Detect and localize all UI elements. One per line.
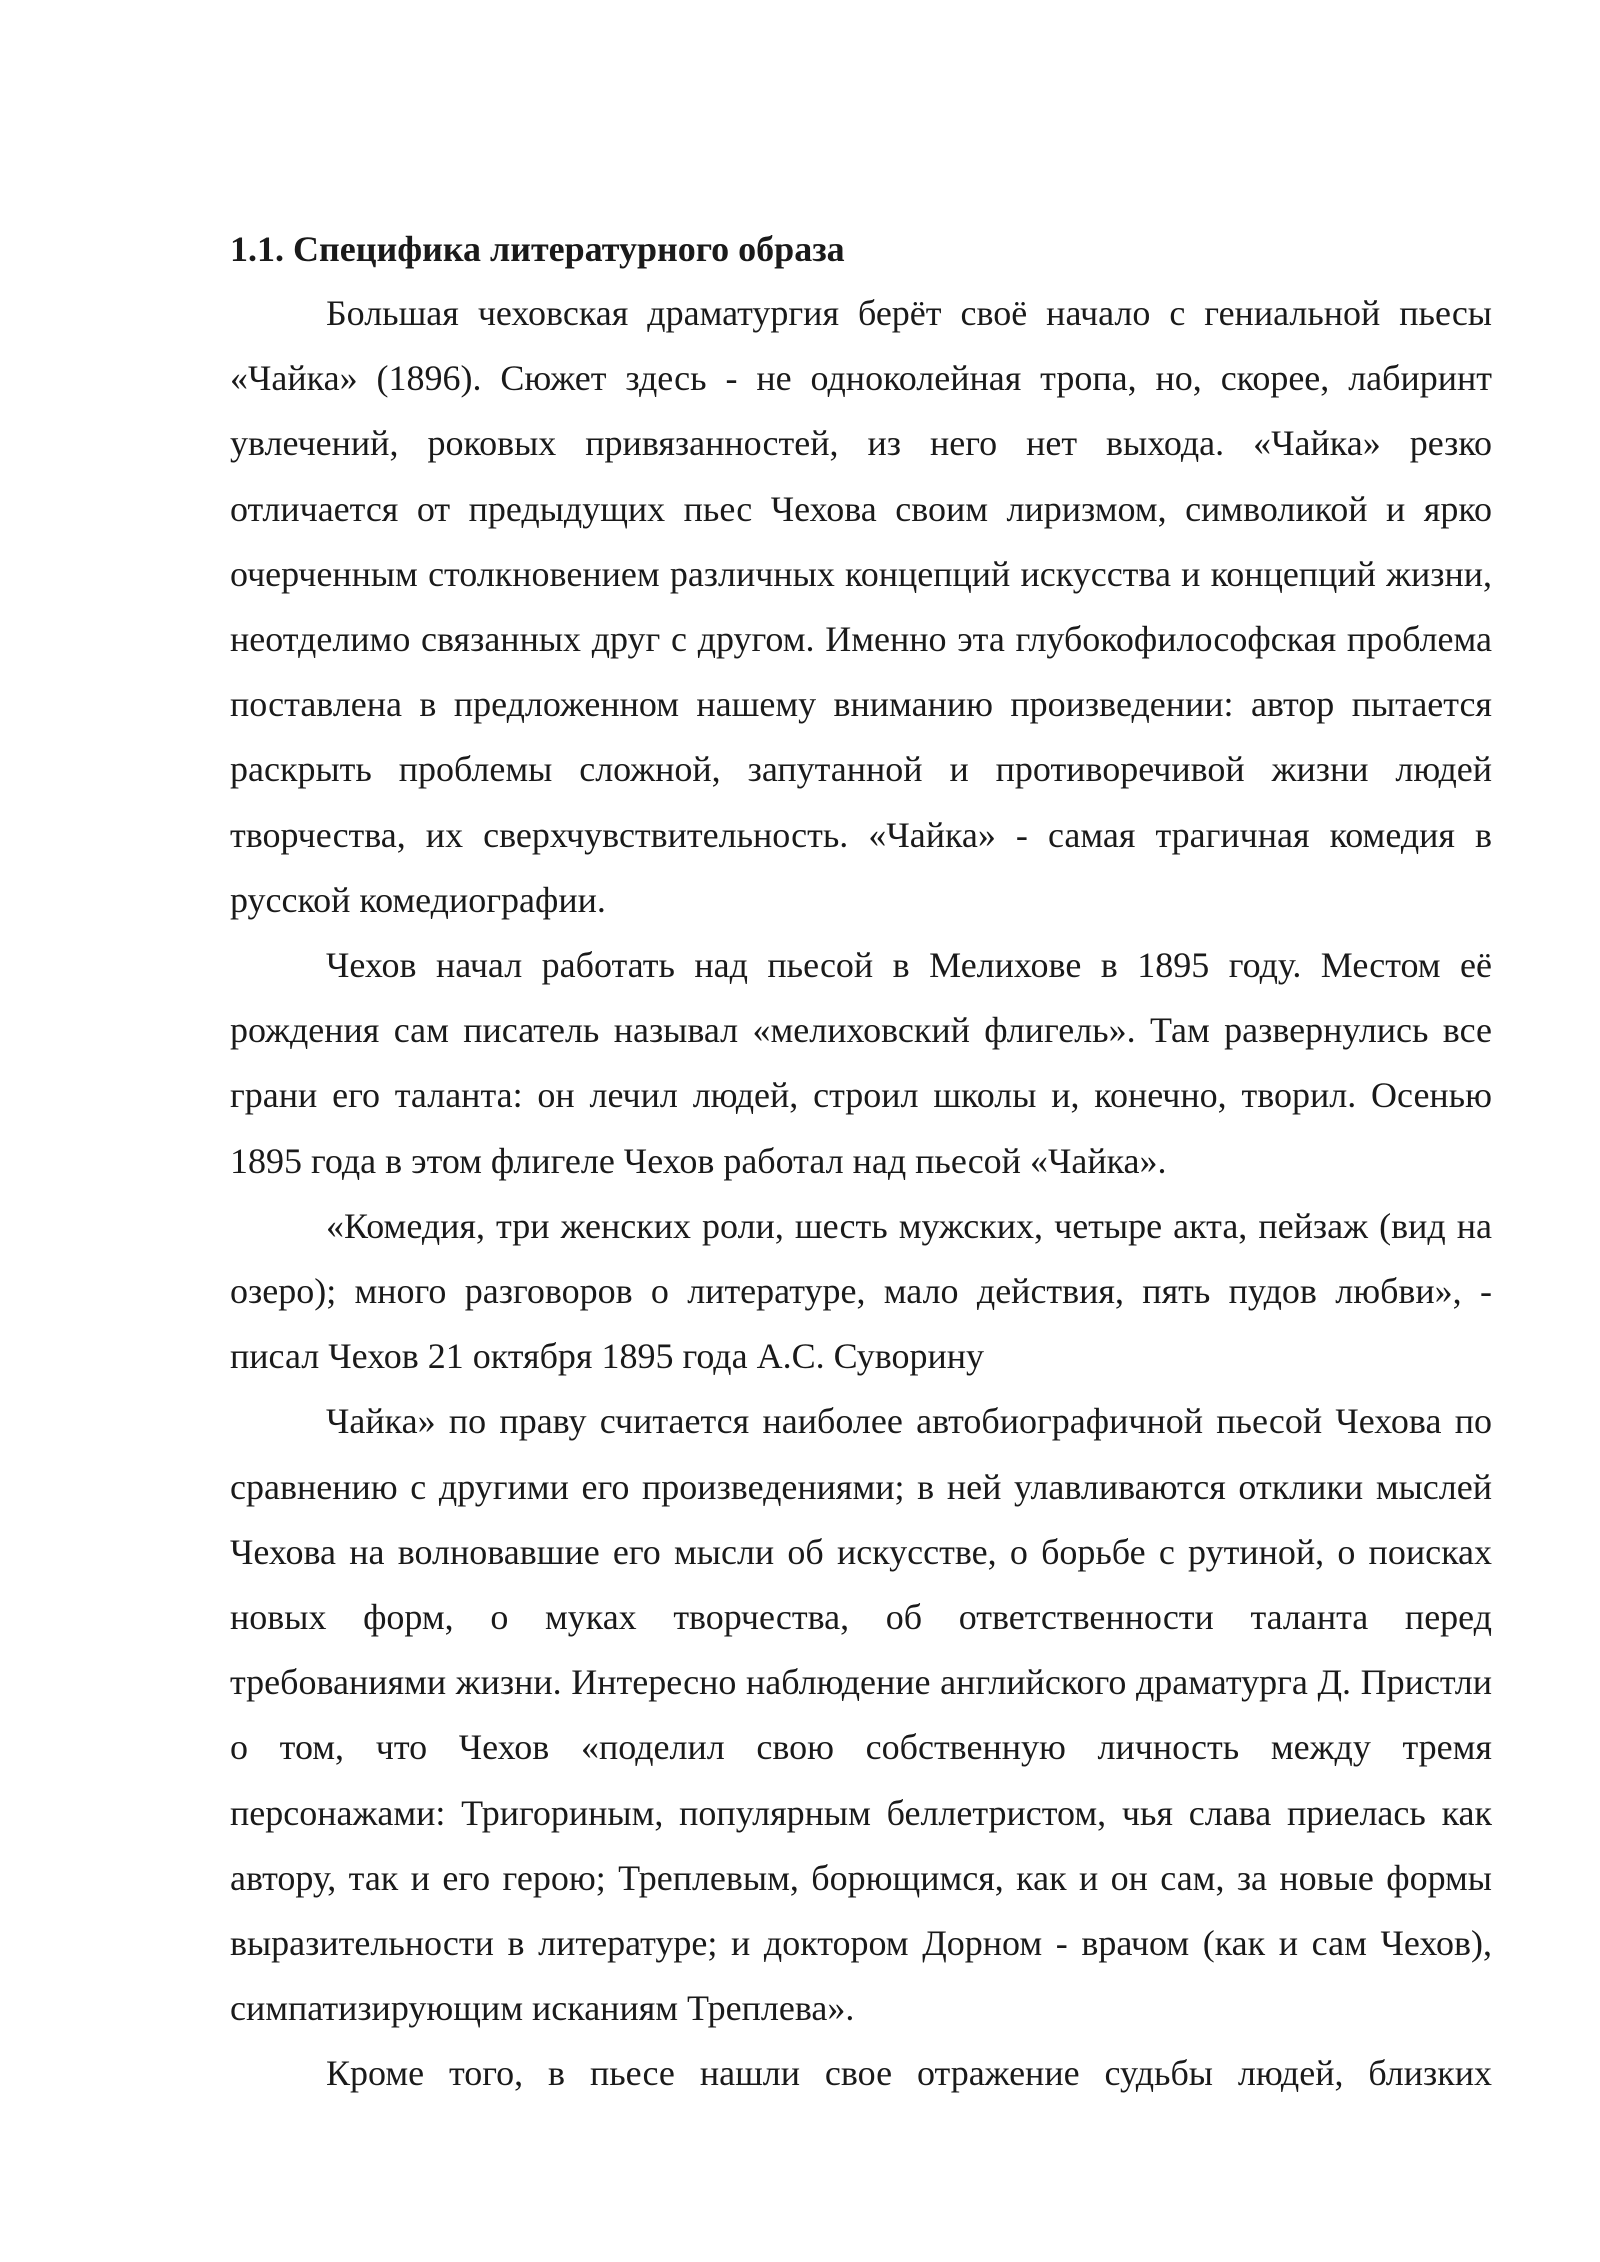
section-heading: 1.1. Специфика литературного образа — [230, 229, 845, 269]
paragraph-2: Чехов начал работать над пьесой в Мелихове в 1895 году. Местом её рождения сам писатель называл «мелиховский флигель». Там развернулись все грани его таланта: он лечил людей, строил школы и, конечно, творил. Осенью 1895 года в этом флигеле Чехов работал над пьесой «Чайка». — [230, 945, 1492, 1181]
paragraph-3: «Комедия, три женских роли, шесть мужских, четыре акта, пейзаж (вид на озеро); много разговоров о литературе, мало действия, пять пудов любви», - писал Чехов 21 октября 1895 года А.С. Суворину — [230, 1205, 1492, 1377]
paragraph-5: Кроме того, в пьесе нашли свое отражение судьбы людей, близких — [326, 2053, 1492, 2094]
document-body — [230, 220, 1492, 2107]
paragraph-1: Большая чеховская драматургия берёт своё начало с гениальной пьесы «Чайка» (1896). Сюжет здесь - не одноколейная тропа, но, скорее, лабиринт увлечений, роковых привязанностей, из него нет выхода. «Чайка» резко отличается от предыдущих пьес Чехова своим лиризмом, символикой и ярко очерченным столкновением различных концепций искусства и концепций жизни, неотделимо связанных друг с другом. Именно эта глубокофилософская проблема поставлена в предложенном нашему вниманию произведении: автор пытается раскрыть проблемы сложной, запутанной и противоречивой жизни людей творчества, их сверхчувствительность. «Чайка» - самая трагичная комедия в русской комедиографии. — [230, 293, 1492, 920]
paragraph-4: Чайка» по праву считается наиболее автобиографичной пьесой Чехова по сравнению с другими его произведениями; в ней улавливаются отклики мыслей Чехова на волновавшие его мысли об искусстве, о борьбе с рутиной, о поисках новых форм, о муках творчества, об ответственности таланта перед требованиями жизни. Интересно наблюдение английского драматурга Д. Пристли о том, что Чехов «поделил свою собственную личность между тремя персонажами: Тригориным, популярным беллетристом, чья слава приелась как автору, так и его герою; Треплевым, борющимся, как и он сам, за новые формы выразительности в литературе; и доктором Дорном - врачом (как и сам Чехов), симпатизирующим исканиям Треплева». — [230, 1401, 1492, 2029]
